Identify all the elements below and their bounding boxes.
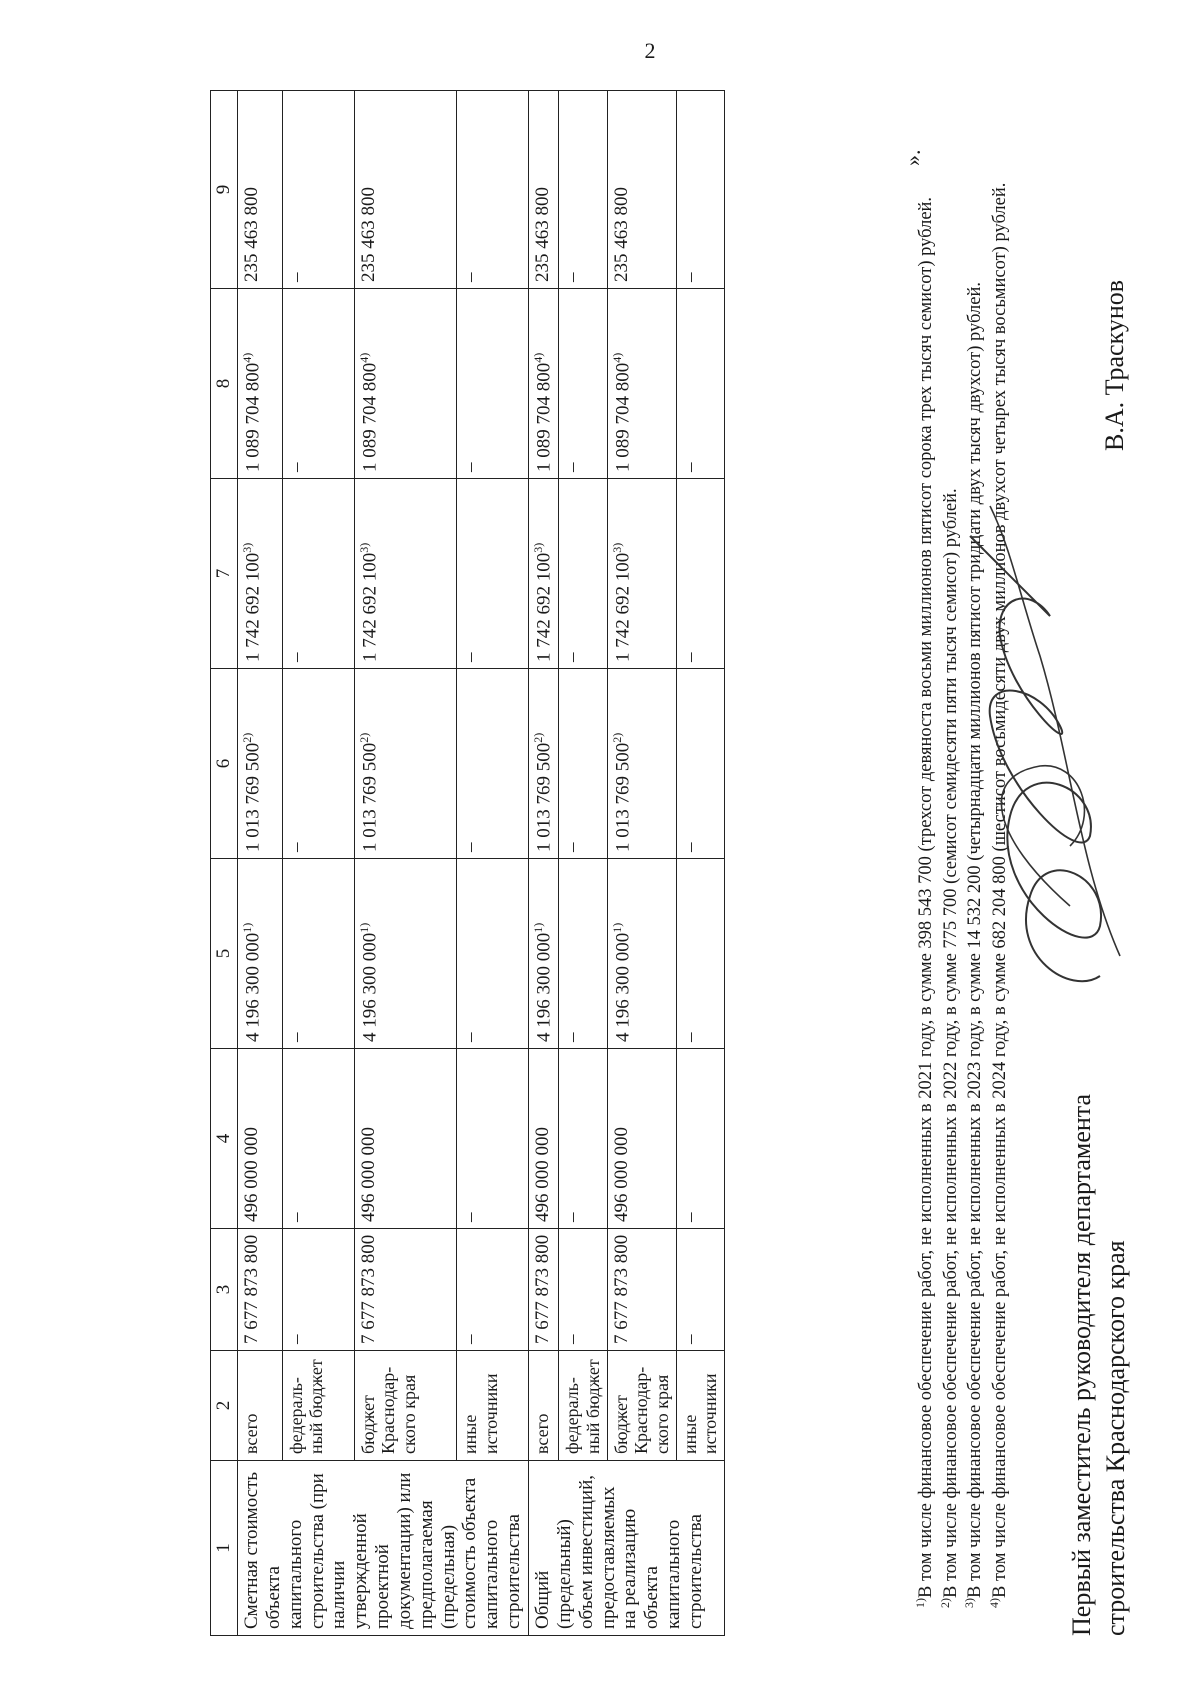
amount-value: 4 196 300 000	[358, 932, 380, 1042]
amount-value: 1 013 769 500	[358, 742, 380, 852]
table-row	[354, 91, 457, 1636]
footnote-mark: 3)	[240, 542, 254, 553]
amount-value: –	[679, 272, 701, 282]
table-row	[282, 91, 354, 1636]
amount-value: 7 677 873 800	[357, 1234, 379, 1344]
footnote-text: В том числе финансовое обеспечение работ, не исполненных в 2021 году, в сумме 398 543 700 (трехсот девяноста восьми миллионов пятисот сорока трех тысяч семисот) рублей.	[916, 196, 937, 1598]
amount-cell	[354, 1049, 457, 1229]
funding-source: бюджет Краснодар-ского края	[607, 1351, 676, 1461]
amount-cell	[282, 859, 354, 1049]
amount-cell	[607, 1049, 676, 1229]
amount-cell	[607, 1229, 676, 1351]
amount-cell	[354, 479, 457, 669]
amount-cell	[607, 479, 676, 669]
page-number: 2	[644, 38, 656, 63]
amount-cell	[354, 91, 457, 289]
amount-value: –	[460, 652, 482, 662]
footnote-text: В том числе финансовое обеспечение работ, не исполненных в 2024 году, в сумме 682 204 800 (шестисот восьмидесяти двух миллионов двухсот четырех тысяч восьмисот) рублей.	[990, 182, 1011, 1598]
amount-value: –	[562, 1032, 584, 1042]
amount-cell	[559, 669, 607, 859]
footnote-mark: 3)	[356, 542, 371, 553]
amount-cell	[282, 1049, 354, 1229]
amount-cell	[457, 1229, 529, 1351]
footnote-number: 4)	[987, 1598, 1002, 1608]
block-title: Общий (предельный) объем инвестиций, предоставляемых на реализацию объекта капитального строительства	[528, 1461, 724, 1636]
amount-value: –	[562, 272, 584, 282]
footnote-mark: 4)	[240, 352, 254, 363]
amount-cell	[528, 1049, 558, 1229]
table-row	[457, 91, 529, 1636]
footnote-mark: 1)	[609, 922, 624, 933]
amount-cell	[528, 1229, 558, 1351]
amount-cell	[238, 91, 283, 289]
amount-value: –	[285, 1334, 307, 1344]
footnote-mark: 3)	[530, 542, 545, 553]
amount-cell	[676, 859, 724, 1049]
amount-value: –	[285, 842, 307, 852]
amount-value: 235 463 800	[610, 187, 632, 282]
amount-value: 7 677 873 800	[241, 1234, 262, 1344]
amount-value: 1 742 692 100	[533, 552, 555, 662]
amount-cell	[559, 1049, 607, 1229]
amount-cell	[607, 289, 676, 479]
closing-quote: ».	[900, 149, 925, 166]
amount-value: –	[460, 1334, 482, 1344]
amount-cell	[282, 91, 354, 289]
funding-source: федераль-ный бюджет	[282, 1351, 354, 1461]
amount-cell	[528, 859, 558, 1049]
amount-cell	[528, 91, 558, 289]
column-number-9: 9	[211, 91, 238, 289]
table-row	[238, 91, 283, 1636]
footnote-mark: 2)	[609, 732, 624, 743]
amount-cell	[354, 289, 457, 479]
amount-value: –	[562, 842, 584, 852]
block-title: Сметная стоимость объекта капитального строительства (при наличии утвержденной проектной документации) или предполагаемая (предельная) стоимость объекта капитального строительства	[238, 1461, 529, 1636]
amount-cell	[457, 859, 529, 1049]
amount-value: –	[562, 462, 584, 472]
footnote-mark: 1)	[530, 922, 545, 933]
amount-cell	[559, 1229, 607, 1351]
amount-value: –	[285, 462, 307, 472]
amount-value: –	[562, 652, 584, 662]
amount-value: 235 463 800	[531, 187, 553, 282]
amount-cell	[676, 289, 724, 479]
amount-value: –	[679, 1212, 701, 1222]
column-number-5: 5	[211, 859, 238, 1049]
footnote-number: 2)	[937, 1598, 952, 1608]
table-row	[559, 91, 607, 1636]
footnote-mark: 3)	[609, 542, 624, 553]
footnote-mark: 2)	[530, 732, 545, 743]
amount-value: 1 089 704 800	[611, 362, 633, 472]
signer-title	[1065, 1094, 1133, 1636]
column-number-1: 1	[211, 1461, 238, 1636]
amount-cell	[559, 479, 607, 669]
amount-value: 496 000 000	[610, 1127, 632, 1222]
amount-value: –	[285, 272, 307, 282]
amount-cell	[282, 479, 354, 669]
amount-cell	[457, 91, 529, 289]
amount-cell	[676, 669, 724, 859]
footnote-mark: 4)	[530, 352, 545, 363]
amount-value: 7 677 873 800	[531, 1234, 553, 1344]
amount-cell	[354, 669, 457, 859]
amount-value: 1 089 704 800	[358, 362, 380, 472]
amount-value: 1 089 704 800	[533, 362, 555, 472]
column-number-6: 6	[211, 669, 238, 859]
amount-value: 1 089 704 800	[242, 362, 264, 472]
column-number-4: 4	[211, 1049, 238, 1229]
amount-value: 235 463 800	[357, 187, 379, 282]
funding-source: иные источники	[676, 1351, 724, 1461]
signer-title-line-2: строительства Краснодарского края	[1100, 1240, 1130, 1636]
column-number-row	[211, 91, 238, 1636]
amount-cell	[607, 669, 676, 859]
footnote-mark: 4)	[356, 352, 371, 363]
amount-value: 496 000 000	[241, 1127, 262, 1222]
amount-value: –	[679, 462, 701, 472]
amount-cell	[559, 91, 607, 289]
amount-cell	[282, 1229, 354, 1351]
amount-value: –	[285, 652, 307, 662]
column-number-7: 7	[211, 479, 238, 669]
amount-cell	[238, 1049, 283, 1229]
amount-value: –	[562, 1212, 584, 1222]
column-number-8: 8	[211, 289, 238, 479]
amount-cell	[282, 289, 354, 479]
funding-source: иные источники	[457, 1351, 529, 1461]
amount-cell	[457, 479, 529, 669]
amount-cell	[354, 859, 457, 1049]
amount-value: –	[679, 652, 701, 662]
amount-value: 4 196 300 000	[242, 932, 264, 1042]
column-number-3: 3	[211, 1229, 238, 1351]
amount-cell	[528, 669, 558, 859]
amount-value: –	[679, 842, 701, 852]
amount-value: 1 742 692 100	[611, 552, 633, 662]
footnote-mark: 4)	[609, 352, 624, 363]
amount-cell	[528, 289, 558, 479]
amount-value: –	[460, 462, 482, 472]
amount-cell	[676, 91, 724, 289]
amount-value: –	[285, 1212, 307, 1222]
amount-value: –	[460, 1212, 482, 1222]
amount-value: 1 742 692 100	[242, 552, 264, 662]
rotated-landscape-content	[210, 91, 1140, 1636]
footnote-mark: 2)	[356, 732, 371, 743]
amount-cell	[676, 479, 724, 669]
signer-name: В.А. Траскунов	[1100, 279, 1129, 451]
amount-value: 235 463 800	[241, 187, 262, 282]
amount-cell	[282, 669, 354, 859]
amount-cell	[607, 91, 676, 289]
funding-source: всего	[528, 1351, 558, 1461]
amount-cell	[354, 1229, 457, 1351]
table-row	[676, 91, 724, 1636]
amount-value: 1 013 769 500	[242, 742, 264, 852]
amount-value: –	[562, 1334, 584, 1344]
amount-cell	[457, 669, 529, 859]
footnote-text: В том числе финансовое обеспечение работ, не исполненных в 2022 году, в сумме 775 700 (семисот семидесяти пяти тысяч семисот) рублей.	[940, 488, 961, 1598]
amount-cell	[528, 479, 558, 669]
amount-value: –	[679, 1334, 701, 1344]
amount-cell	[238, 1229, 283, 1351]
amount-value: –	[460, 842, 482, 852]
amount-cell	[676, 1229, 724, 1351]
funding-source: всего	[238, 1351, 283, 1461]
amount-value: 496 000 000	[531, 1127, 553, 1222]
column-number-2: 2	[211, 1351, 238, 1461]
footnote	[913, 91, 938, 1636]
amount-value: 496 000 000	[357, 1127, 379, 1222]
amount-cell	[238, 669, 283, 859]
amount-value: 1 742 692 100	[358, 552, 380, 662]
amount-value: 1 013 769 500	[533, 742, 555, 852]
amount-value: 1 013 769 500	[611, 742, 633, 852]
footnote-mark: 1)	[240, 922, 254, 933]
funding-source: федераль-ный бюджет	[559, 1351, 607, 1461]
amount-cell	[676, 1049, 724, 1229]
amount-value: 4 196 300 000	[611, 932, 633, 1042]
footnote-number: 1)	[913, 1598, 927, 1608]
table-body	[238, 91, 725, 1636]
funding-source: бюджет Краснодар-ского края	[354, 1351, 457, 1461]
amount-value: –	[285, 1032, 307, 1042]
handwritten-signature	[950, 496, 1150, 1016]
footnote-mark: 1)	[356, 922, 371, 933]
table-row	[607, 91, 676, 1636]
signer-title-line-1: Первый заместитель руководителя департамента	[1067, 1093, 1096, 1636]
amount-value: 7 677 873 800	[610, 1234, 632, 1344]
amount-cell	[457, 289, 529, 479]
amount-cell	[238, 859, 283, 1049]
amount-cell	[457, 1049, 529, 1229]
amount-value: 4 196 300 000	[533, 932, 555, 1042]
amount-cell	[559, 289, 607, 479]
amount-value: –	[679, 1032, 701, 1042]
budget-table	[210, 90, 725, 1636]
footnote-text: В том числе финансовое обеспечение работ, не исполненных в 2023 году, в сумме 14 532 200 (четырнадцати миллионов пятисот тридцати двух тысяч двухсот) рублей.	[965, 282, 986, 1598]
table-row	[528, 91, 558, 1636]
amount-cell	[238, 479, 283, 669]
amount-value: –	[460, 1032, 482, 1042]
footnote-mark: 2)	[240, 732, 254, 743]
footnote-number: 3)	[962, 1598, 977, 1608]
amount-value: –	[460, 272, 482, 282]
amount-cell	[238, 289, 283, 479]
amount-cell	[559, 859, 607, 1049]
amount-cell	[607, 859, 676, 1049]
